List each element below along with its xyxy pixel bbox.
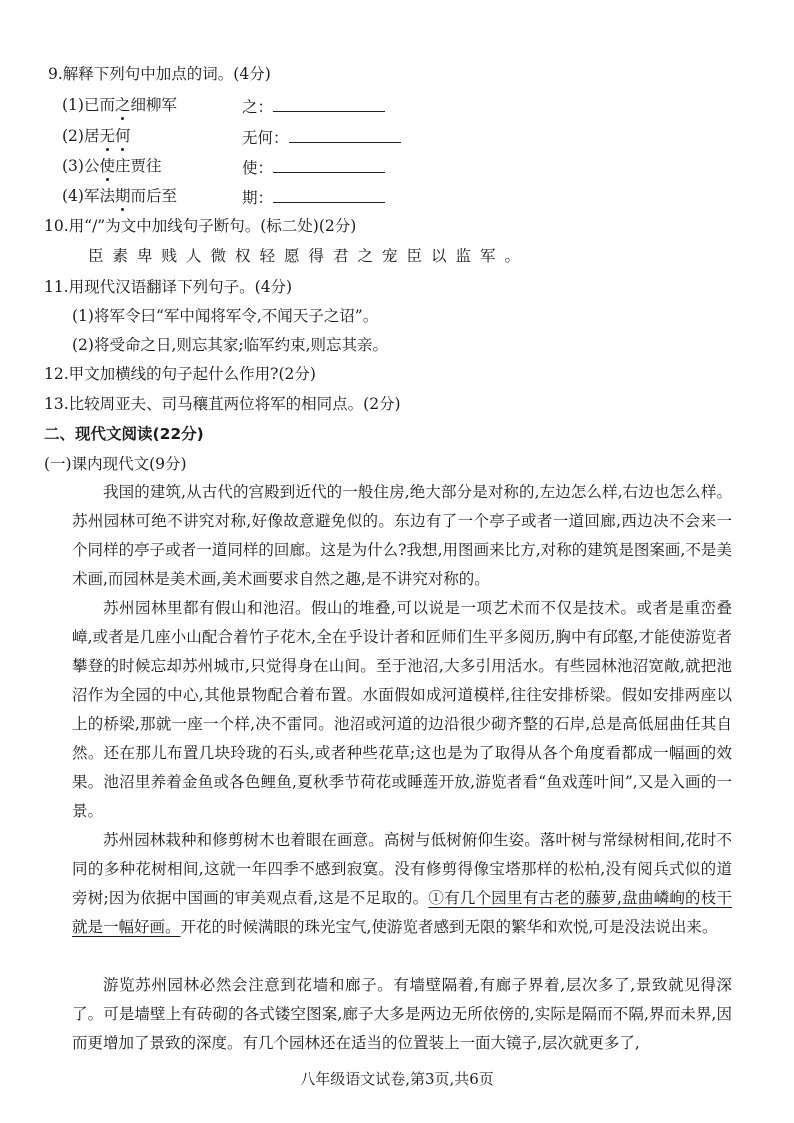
answer-blank[interactable]	[273, 156, 385, 173]
answer-blank[interactable]	[273, 95, 385, 112]
q9-answer-label: 期：	[242, 189, 274, 207]
question-11-sentence-2: (2)将受命之日,则忘其家;临军约束,则忘其亲。	[72, 336, 389, 354]
section-heading: 二、现代文阅读(22分)	[44, 425, 204, 443]
question-11-title: 11.用现代汉语翻译下列句子。(4分)	[44, 278, 293, 296]
question-10-sentence: 臣素卑贱人微权轻愿得君之宠臣以监军。	[88, 247, 530, 265]
dotted-char: 何	[114, 127, 131, 145]
q9-answer-2	[242, 126, 401, 148]
passage-paragraph-4: 游览苏州园林必然会注意到花墙和廊子。有墙壁隔着,有廊子界着,层次多了,景致就见得深了。可是墙壁上有砖砌的各式镂空图案,廊子大多是两边无所依傍的,实际是隔而不隔,界而未界,因而更增加了景致的深度。有几个园林还在适当的位置装上一面大镜子,层次就更多了,	[72, 976, 732, 1052]
q9-item-2	[62, 126, 131, 146]
q9-item-3-pre: (3)公	[62, 157, 100, 175]
passage-paragraph-1: 我国的建筑,从古代的宫殿到近代的一般住房,绝大部分是对称的,左边怎么样,右边也怎么样。苏州园林可绝不讲究对称,好像故意避免似的。东边有了一个亭子或者一道回廊,西边决不会来一个同样的亭子或者一道同样的回廊。这是为什么?我想,用图画来比方,对称的建筑是图案画,不是美术画,而园林是美术画,美术画要求自然之趣,是不讲究对称的。	[72, 483, 732, 588]
subsection-heading: (一)课内现代文(9分)	[44, 455, 187, 473]
answer-blank[interactable]	[289, 126, 401, 143]
q9-item-1	[62, 95, 177, 115]
q9-item-1-post: 细柳军	[130, 96, 177, 114]
q9-answer-label: 无何：	[242, 129, 289, 147]
q9-item-3-post: 庄贾往	[114, 157, 162, 175]
question-13: 13.比较周亚夫、司马穰苴两位将军的相同点。(2分)	[44, 395, 401, 413]
q9-item-3	[62, 156, 162, 176]
q9-answer-1	[242, 95, 385, 117]
answer-blank[interactable]	[273, 186, 385, 203]
dotted-char: 期	[114, 187, 131, 205]
q9-answer-3	[242, 156, 385, 178]
q9-item-2-pre: (2)居	[62, 127, 100, 145]
paragraph-3-text-a: 苏州园林栽种和修剪树木也着眼在画意。高树与低树俯仰生姿。落叶树与常绿树相间,花时不同的多种花树相间,这就一年四季不感到寂寞。没有修剪得像宝塔那样的松柏,没有阅兵式似的道旁树;因为依据中国画的审美观点看,这是不足取的。	[72, 831, 732, 907]
q9-item-4	[62, 186, 177, 206]
q9-item-1-pre: (1)已而	[62, 96, 115, 114]
q9-answer-4	[242, 186, 385, 208]
question-10-title: 10.用“/”为文中加线句子断句。(标二处)(2分)	[44, 217, 357, 235]
q9-answer-label: 使：	[242, 159, 274, 177]
paragraph-3-text-b: 开花的时候满眼的珠光宝气,使游览者感到无限的繁华和欢悦,可是没法说出来。	[180, 918, 718, 936]
passage-paragraph-3	[72, 826, 732, 942]
question-12: 12.甲文加横线的句子起什么作用?(2分)	[44, 365, 316, 383]
question-9-title: 9.解释下列句中加点的词。(4分)	[48, 65, 271, 83]
dotted-char: 无	[99, 127, 115, 145]
q9-item-4-pre: (4)军法	[62, 187, 115, 205]
dotted-char: 之	[114, 96, 131, 114]
dotted-char: 使	[99, 157, 115, 175]
q9-item-4-post: 而后至	[130, 187, 177, 205]
page-footer: 八年级语文试卷,第3页,共6页	[300, 1070, 494, 1088]
question-11-sentence-1: (1)将军令曰“军中闻将军令,不闻天子之诏”。	[72, 307, 379, 325]
passage-paragraph-2: 苏州园林里都有假山和池沼。假山的堆叠,可以说是一项艺术而不仅是技术。或者是重峦叠嶂,或者是几座小山配合着竹子花木,全在乎设计者和匠师们生平多阅历,胸中有邱壑,才能使游览者攀登的时候忘却苏州城市,只觉得身在山间。至于池沼,大多引用活水。有些园林池沼宽敞,就把池沼作为全园的中心,其他景物配合着布置。水面假如成河道模样,往往安排桥梁。假如安排两座以上的桥梁,那就一座一个样,决不雷同。池沼或河道的边沿很少砌齐整的石岸,总是高低屈曲任其自然。还在那儿布置几块玲珑的石头,或者种些花草;这也是为了取得从各个角度看都成一幅画的效果。池沼里养着金鱼或各色鲤鱼,夏秋季节荷花或睡莲开放,游览者看“鱼戏莲叶间”,又是入画的一景。	[72, 599, 732, 820]
q9-answer-label: 之：	[242, 98, 274, 116]
underlined-sentence: ①有几个园里有古老的藤萝,盘曲嶙峋的枝干就是一幅好画。	[72, 889, 732, 936]
